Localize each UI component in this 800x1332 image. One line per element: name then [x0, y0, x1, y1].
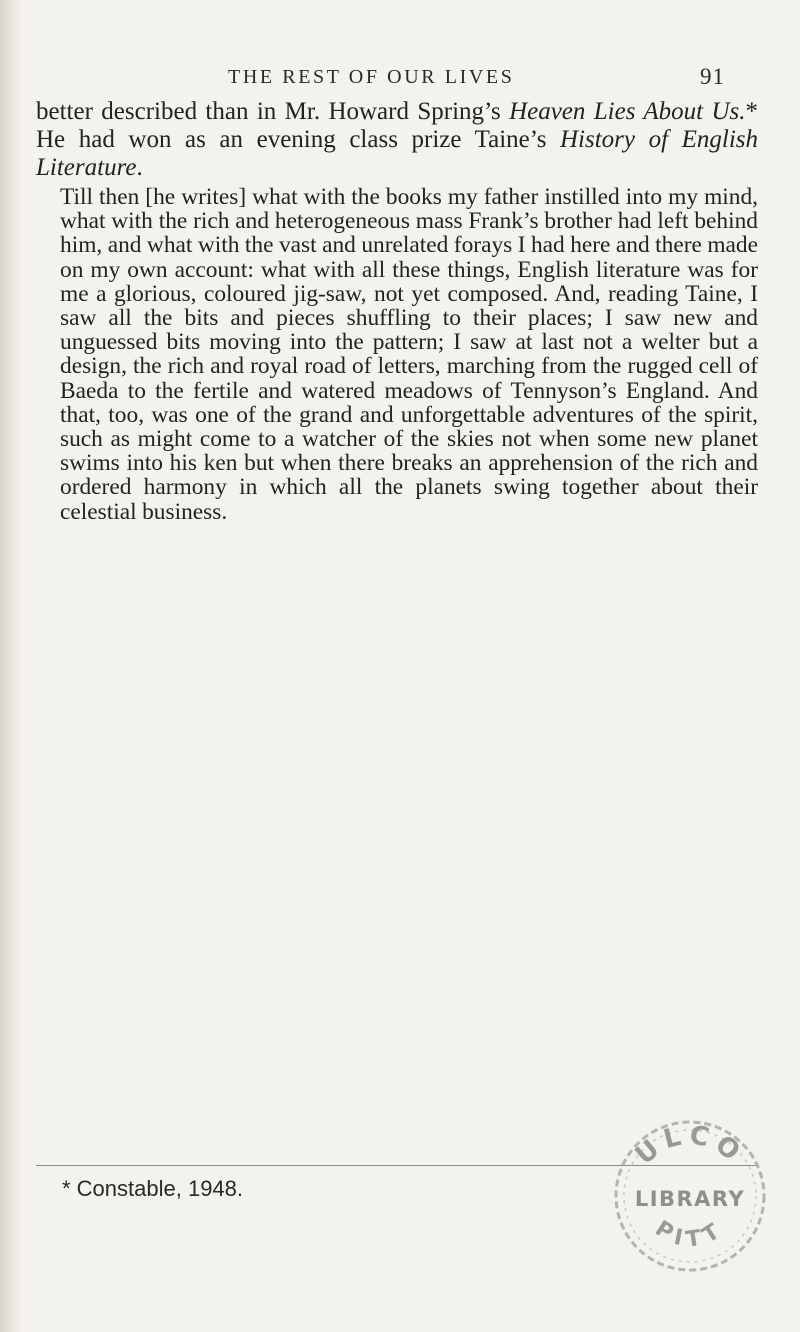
stamp-arc-top-text: ULCO: [629, 1120, 751, 1171]
block-quote: Till then [he writes] what with the books my father instilled into my mind, what with the rich and heterogeneous mass Frank’s brother had left behind him, and what with the vast and unrelated forays I had here and there made on my own account: what with all these things, English literature was for me a glorious, coloured jig-saw, not yet composed. And, reading Taine, I saw all the bits and pieces shuffling to their places; I saw new and unguessed bits moving into the pattern; I saw at last not a welter but a design, the rich and royal road of letters, marching from the rugged cell of Baeda to the fertile and watered meadows of Tennyson’s England. And that, too, was one of the grand and unforgettable adventures of the spirit, such as might come to a watcher of the skies not when some new planet swims into his ken but when there breaks an apprehension of the rich and ordered harmony in which all the planets swing together about their celestial business.: [60, 184, 758, 525]
footnote: * Constable, 1948.: [62, 1176, 244, 1201]
intro-text-3: .: [136, 154, 143, 182]
stamp-arc-bottom-text: PITT: [650, 1216, 730, 1253]
stamp-library-text: LIBRARY: [634, 1187, 746, 1211]
running-head: THE REST OF OUR LIVES: [228, 66, 515, 88]
intro-text-2: * He had won as an evening class prize Taine’s: [36, 98, 758, 154]
gutter-shadow: [0, 0, 22, 1332]
book-title-heaven-lies-about-us: Heaven Lies About Us.: [509, 98, 746, 125]
page-number: 91: [700, 64, 725, 89]
book-title-history-of-english-literature: History of English Literature: [36, 126, 758, 182]
intro-text-1: better described than in Mr. Howard Spring’s: [36, 98, 510, 125]
intro-paragraph: [36, 98, 758, 183]
library-stamp: [606, 1110, 774, 1278]
